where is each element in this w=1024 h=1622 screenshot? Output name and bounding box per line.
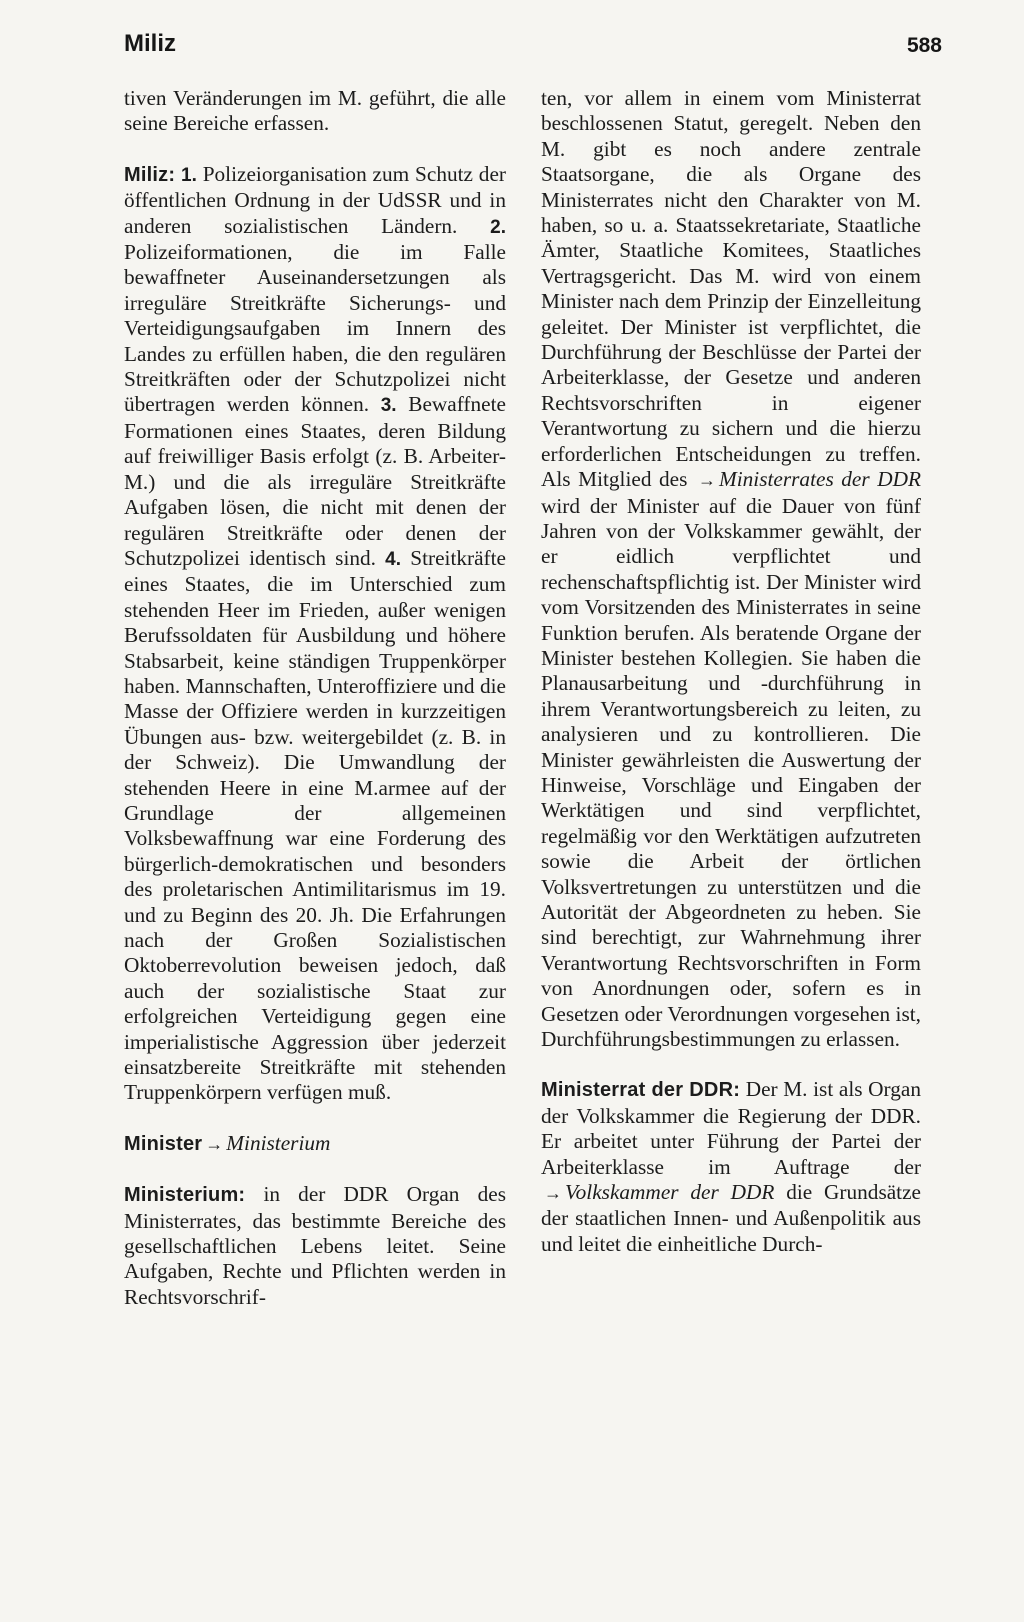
ministerrat-text-1: Der M. ist als Organ der Volkskammer die Regierung der DDR. Er arbeitet unter Führung der Partei der Arbeiterklasse im Auftrage der [541, 1077, 921, 1179]
ministerium-continuation-text: ten, vor allem in einem vom Ministerrat beschlossenen Statut, geregelt. Neben den M. gibt es noch andere zentrale Staatsorgane, die als Organe des Ministerrates nicht den Charakter von M. haben, so u. a. Staatssekretariate, Staatliche Ämter, Staatliche Komitees, Staatliches Vertragsgericht. Das M. wird von einem Minister nach dem Prinzip der Einzelleitung geleitet. Der Minister ist verpflichtet, die Durchführung der Beschlüsse der Partei der Arbeiterklasse, der Gesetze und anderen Rechtsvorschriften in eigener Verantwortung zu sichern und die hierzu erforderlichen Entscheidungen zu treffen. Als Mitglied des [541, 86, 921, 492]
sense-text-2: Polizeiformationen, die im Falle bewaffneter Auseinandersetzungen als irreguläre Streitkräfte Sicherungs- und Verteidigungsaufgaben im Innern des Landes zu erfüllen haben, die den regulären Streitkräften oder der Schutzpolizei nicht übertragen werden können. [124, 240, 506, 417]
left-column [124, 86, 506, 1335]
sense-number-3: 3. [380, 395, 397, 417]
entry-term-minister: Minister [124, 1132, 203, 1155]
entry-term-miliz: Miliz: [124, 163, 176, 186]
running-header-term: Miliz [124, 30, 176, 57]
sense-number-4: 4. [385, 548, 402, 570]
entry-continuation [124, 86, 506, 137]
cross-reference-arrow-icon: → [544, 1183, 562, 1204]
sense-number-1: 1. [181, 164, 197, 186]
sense-text-1: Polizeiorganisation zum Schutz der öffentlichen Ordnung in der UdSSR und in anderen sozialistischen Ländern. [124, 161, 506, 238]
entry-minister [124, 1131, 506, 1157]
sense-text-3: Bewaffnete Formationen eines Staates, deren Bildung auf freiwilliger Basis erfolgt (z. B. Arbeiter-M.) und die als irreguläre Streitkräfte Aufgaben lösen, die nicht mit denen der regulären Streitkräfte oder denen der Schutzpolizei identisch sind. [124, 392, 506, 570]
ministerrat-text-2: die Grundsätze der staatlichen Innen- und Außenpolitik aus und leitet die einheitliche Durch- [541, 1180, 922, 1256]
entry-term-ministerium: Ministerium: [124, 1184, 246, 1207]
ministerium-continuation-text-2: wird der Minister auf die Dauer von fünf Jahren von der Volkskammer gewählt, der er eidlich verpflichtet und rechenschaftspflichtig ist. Der Minister wird vom Vorsitzenden des Ministerrates in seine Funktion berufen. Als beratende Organe der Minister bestehen Kollegien. Sie haben die Planausarbeitung und -durchführung in ihrem Verantwortungsbereich zu leiten, zu analysieren und zu kontrollieren. Die Minister gewährleisten die Auswertung der Hinweise, Vorschläge und Eingaben der Werktätigen und sind verpflichtet, regelmäßig vor den Werktätigen aufzutreten sowie die Arbeit der örtlichen Volksvertretungen zu unterstützen und die Autorität der Abgeordneten zu heben. Sie sind berechtigt, zur Wahrnehmung ihrer Verantwortung Rechtsvorschriften in Form von Anordnungen oder, sofern es in Gesetzen oder Verordnungen vorgesehen ist, Durchführungsbestimmungen zu erlassen. [541, 493, 921, 1052]
cross-reference-volkskammer[interactable]: Volkskammer der DDR [565, 1180, 775, 1205]
ministerium-text: in der DDR Organ des Ministerrates, das bestimmte Bereiche des gesellschaftlichen Lebens leitet. Seine Aufgaben, Rechte und Pflichten werden in Rechtsvorschrif- [124, 1182, 506, 1309]
cross-reference-arrow-icon: → [205, 1133, 224, 1154]
entry-ministerium [124, 1182, 506, 1310]
entry-term-ministerrat: Ministerrat der DDR: [541, 1079, 741, 1102]
entry-ministerium-continued [541, 86, 921, 1052]
continuation-text: tiven Veränderungen im M. geführt, die alle seine Bereiche erfassen. [124, 86, 506, 136]
cross-reference-arrow-icon: → [697, 470, 716, 491]
entry-miliz [124, 162, 506, 1106]
cross-reference-ministerrat[interactable]: Ministerrates der DDR [718, 467, 921, 492]
sense-text-4: Streitkräfte eines Staates, die im Unterschied zum stehenden Heer im Frieden, außer wenigen Berufssoldaten für Ausbildung und höhere Stabsarbeit, keine ständigen Truppenkörper haben. Mannschaften, Unteroffiziere und die Masse der Offiziere werden in kurzzeitigen Übungen aus- bzw. weitergebildet (z. B. in der Schweiz). Die Umwandlung der stehenden Heere in eine M.armee auf der Grundlage der allgemeinen Volksbewaffnung war eine Forderung des bürgerlich-demokratischen und besonders des proletarischen Antimilitarismus im 19. und zu Beginn des 20. Jh. Die Erfahrungen nach der Großen Sozialistischen Oktoberrevolution beweisen jedoch, daß auch der sozialistische Staat zur erfolgreichen Verteidigung gegen eine imperialistische Aggression über jederzeit einsatzbereite Streitkräfte mit stehenden Truppenkörpern verfügen muß. [124, 545, 507, 1105]
entry-ministerrat [541, 1077, 921, 1257]
right-column [541, 86, 921, 1282]
cross-reference-ministerium[interactable]: Ministerium [226, 1130, 331, 1155]
sense-number-2: 2. [490, 216, 507, 238]
page-number: 588 [906, 34, 942, 57]
